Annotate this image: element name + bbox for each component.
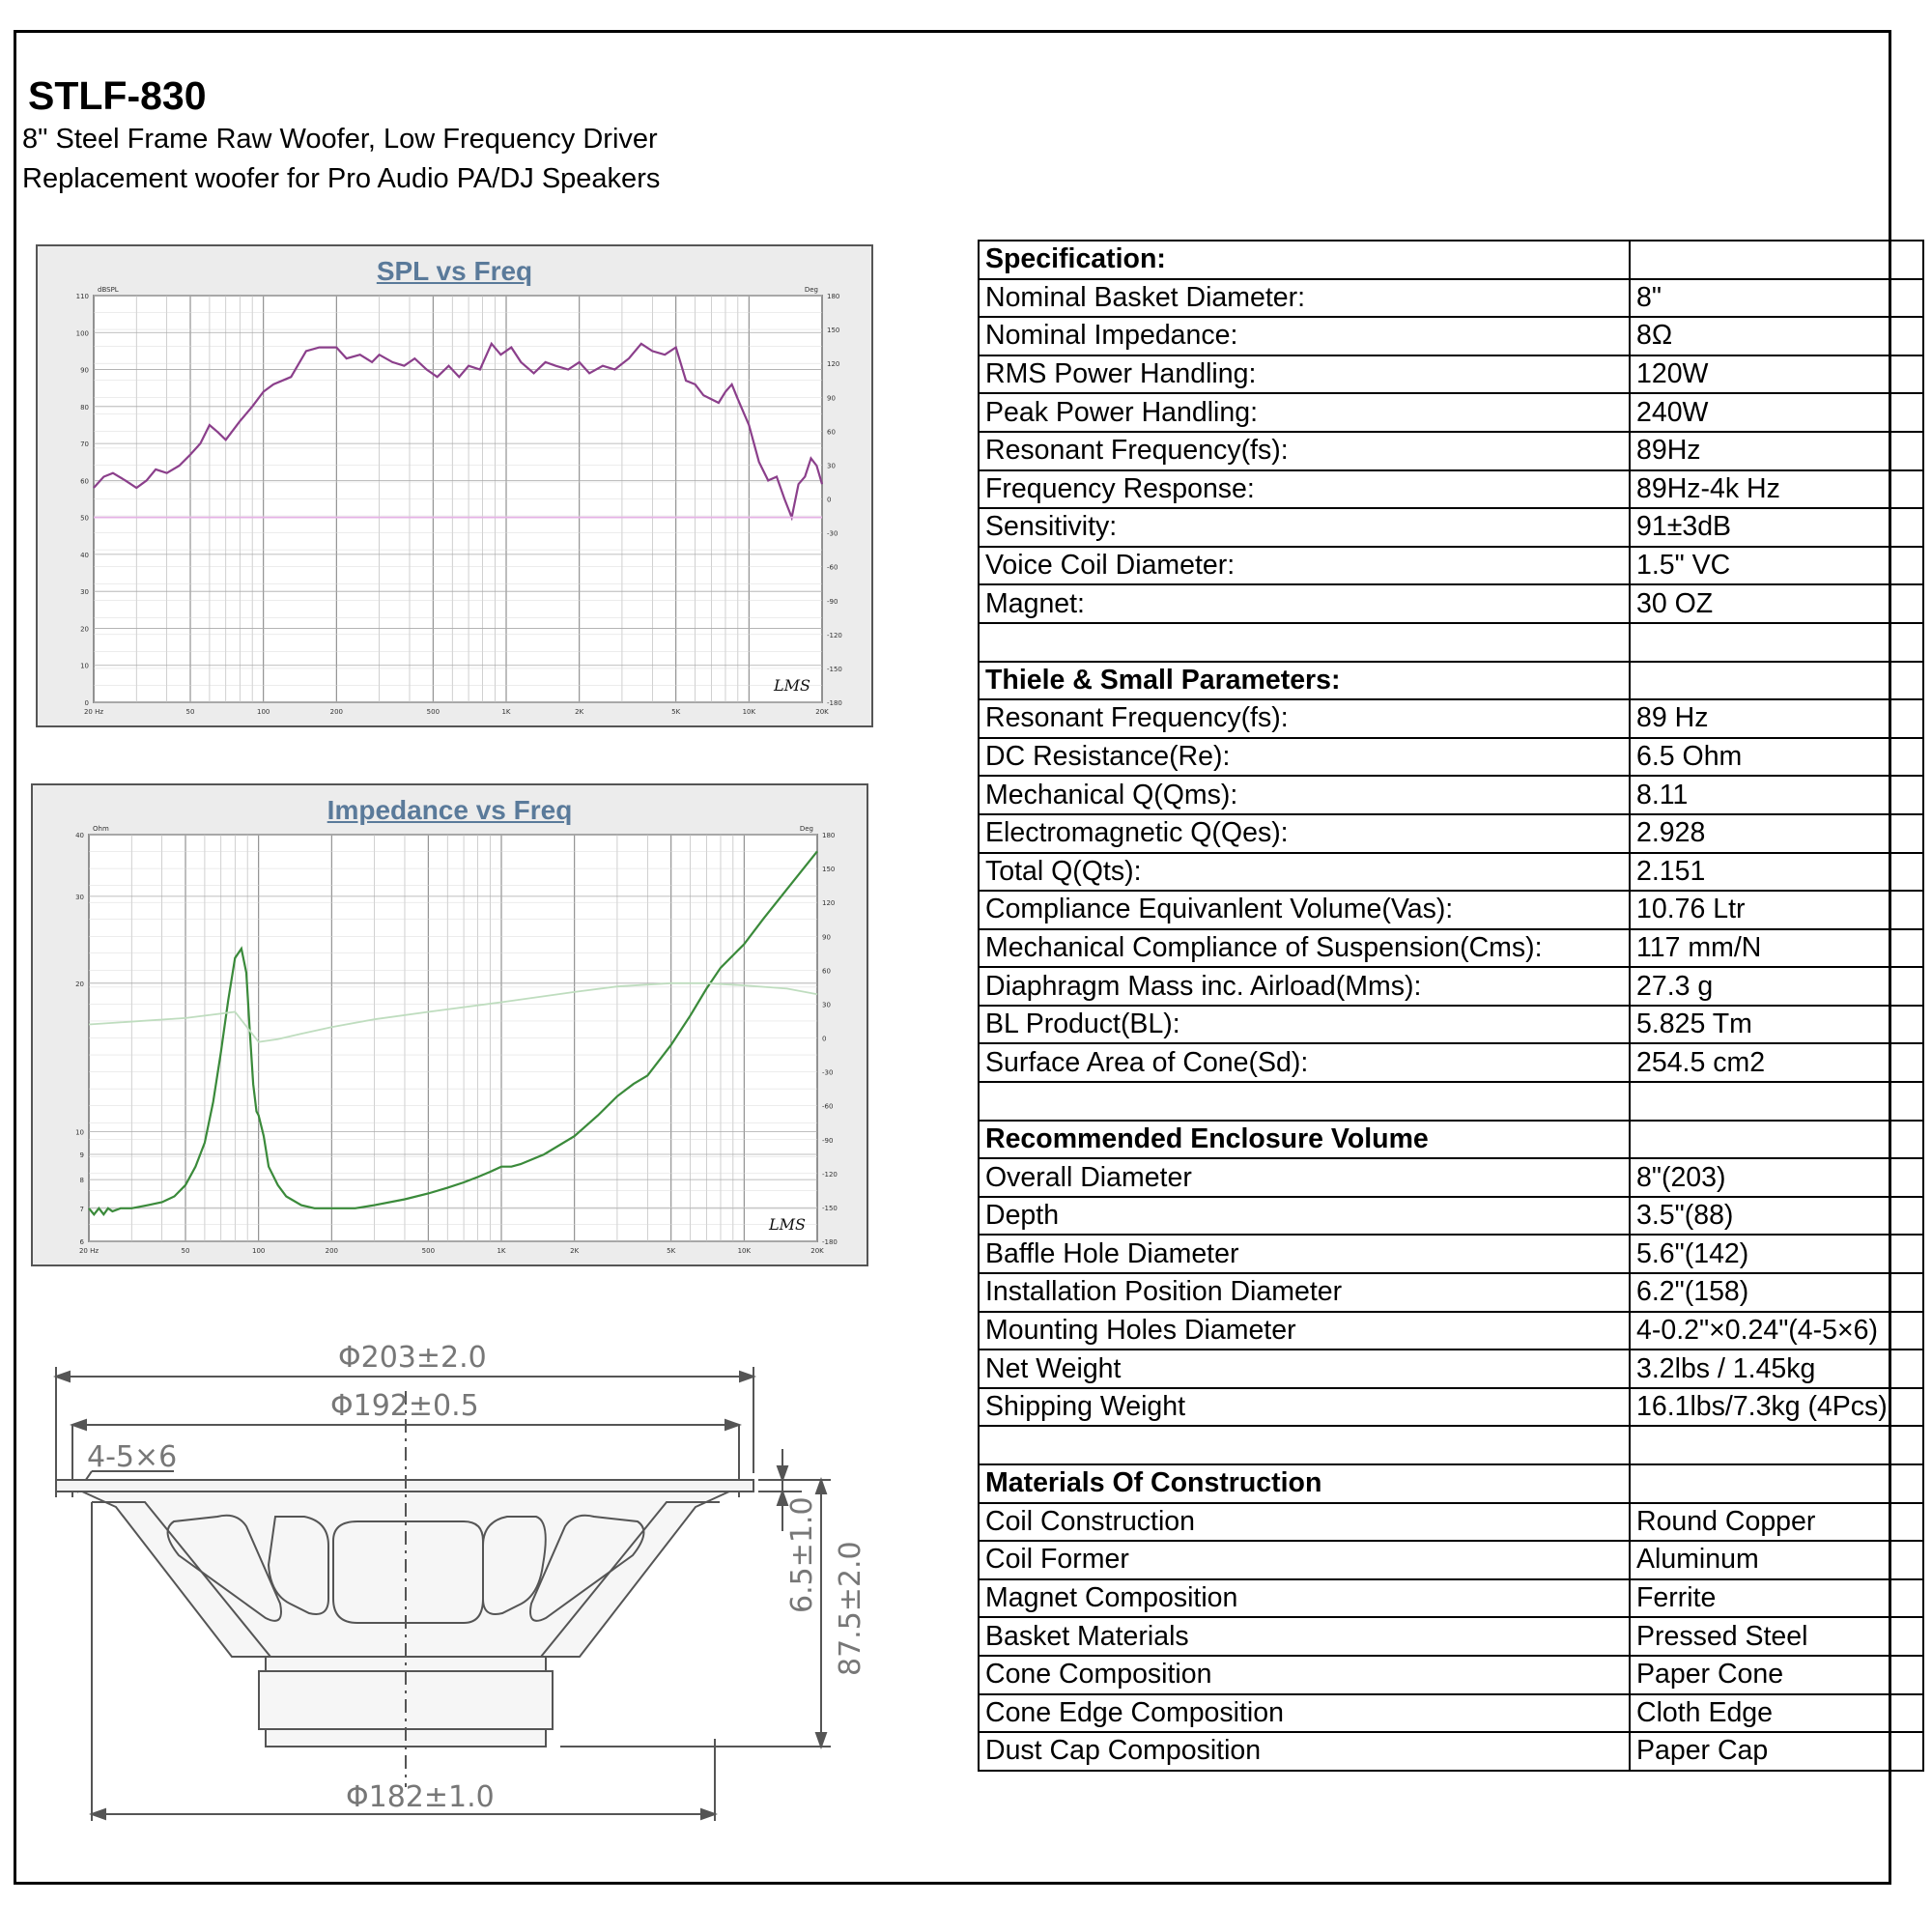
spec-value [1630, 1082, 1923, 1121]
spec-value: 5.825 Tm [1630, 1006, 1923, 1044]
spec-label: Magnet: [979, 584, 1630, 623]
spec-row [979, 1426, 1923, 1464]
spec-label: Installation Position Diameter [979, 1273, 1630, 1312]
spec-label: Resonant Frequency(fs): [979, 699, 1630, 738]
spec-label: Sensitivity: [979, 508, 1630, 547]
y-tick-label: 110 [75, 293, 89, 300]
spec-value: 16.1lbs/7.3kg (4Pcs) [1630, 1388, 1923, 1427]
y-right-tick-label: 180 [822, 832, 836, 839]
spec-row [979, 432, 1923, 470]
x-tick-label: 20K [815, 708, 829, 716]
x-tick-label: 20 Hz [78, 1247, 99, 1255]
outer-diameter-label: Φ203±2.0 [338, 1341, 487, 1375]
spec-label: Diaphragm Mass inc. Airload(Mms): [979, 967, 1630, 1006]
spec-label: Voice Coil Diameter: [979, 547, 1630, 585]
spec-value: 89Hz-4k Hz [1630, 470, 1923, 509]
y-tick-label: 60 [80, 477, 89, 486]
spec-label: Electromagnetic Q(Qes): [979, 814, 1630, 853]
spec-label: Mounting Holes Diameter [979, 1312, 1630, 1350]
spl-chart-panel [36, 244, 873, 727]
spec-value: 8.11 [1630, 776, 1923, 814]
y-right-tick-label: -60 [822, 1102, 834, 1111]
spec-label: Surface Area of Cone(Sd): [979, 1043, 1630, 1082]
spec-label: Magnet Composition [979, 1579, 1630, 1618]
y-tick-label: 40 [75, 832, 84, 839]
y-tick-label: 90 [80, 366, 89, 375]
spec-value: 89 Hz [1630, 699, 1923, 738]
spec-label: Coil Construction [979, 1503, 1630, 1542]
spec-label: Baffle Hole Diameter [979, 1235, 1630, 1273]
y-right-tick-label: -30 [827, 529, 838, 538]
spec-label: RMS Power Handling: [979, 355, 1630, 394]
spec-value: Cloth Edge [1630, 1694, 1923, 1733]
spec-label: BL Product(BL): [979, 1006, 1630, 1044]
spec-label: Nominal Impedance: [979, 317, 1630, 355]
spec-value: 120W [1630, 355, 1923, 394]
spec-value [1630, 1426, 1923, 1464]
spec-label: DC Resistance(Re): [979, 738, 1630, 777]
product-title: STLF-830 [28, 73, 207, 118]
spec-value: 89Hz [1630, 432, 1923, 470]
spec-label: Nominal Basket Diameter: [979, 279, 1630, 318]
spec-value: 6.2"(158) [1630, 1273, 1923, 1312]
spec-value: 2.928 [1630, 814, 1923, 853]
spec-label [979, 623, 1630, 662]
spec-row [979, 1541, 1923, 1579]
x-tick-label: 50 [181, 1247, 190, 1255]
y-right-tick-label: 60 [822, 967, 831, 976]
y-tick-label: 50 [80, 514, 89, 523]
x-tick-label: 500 [426, 708, 440, 716]
spec-row [979, 1273, 1923, 1312]
x-tick-label: 200 [329, 708, 344, 716]
y-right-tick-label: 150 [822, 866, 836, 874]
x-tick-label: 20K [810, 1247, 824, 1255]
y-right-tick-label: -90 [822, 1136, 834, 1145]
spec-row [979, 317, 1923, 355]
y-tick-label: 9 [79, 1151, 84, 1160]
y-tick-label: 20 [80, 625, 89, 634]
spec-label: Basket Materials [979, 1617, 1630, 1656]
spec-row [979, 1694, 1923, 1733]
product-subtitle-2: Replacement woofer for Pro Audio PA/DJ Speakers [22, 163, 661, 194]
y-tick-label: 10 [80, 662, 89, 670]
y-right-axis-label: Deg [804, 286, 818, 294]
y-right-tick-label: 0 [822, 1035, 827, 1043]
inner-diameter-label: Φ192±0.5 [330, 1389, 479, 1423]
spec-value [1630, 623, 1923, 662]
spec-value: 8" [1630, 279, 1923, 318]
lms-watermark: LMS [769, 1215, 806, 1234]
y-right-tick-label: -30 [822, 1068, 834, 1077]
spec-value: 10.76 Ltr [1630, 891, 1923, 929]
y-tick-label: 10 [75, 1128, 84, 1137]
spec-row [979, 1006, 1923, 1044]
spec-value: 91±3dB [1630, 508, 1923, 547]
x-tick-label: 2K [570, 1247, 580, 1255]
spec-label: Compliance Equivanlent Volume(Vas): [979, 891, 1630, 929]
spec-label: Dust Cap Composition [979, 1732, 1630, 1771]
spec-value: 6.5 Ohm [1630, 738, 1923, 777]
spec-label: Mechanical Compliance of Suspension(Cms): [979, 929, 1630, 968]
spec-row [979, 738, 1923, 777]
spec-row [979, 1388, 1923, 1427]
spec-row [979, 1656, 1923, 1694]
y-right-tick-label: -180 [822, 1238, 838, 1246]
x-tick-label: 5K [671, 708, 681, 716]
spec-row [979, 547, 1923, 585]
x-tick-label: 500 [421, 1247, 436, 1255]
spec-value: 240W [1630, 393, 1923, 432]
speaker-dimension-drawing [39, 1323, 869, 1845]
spec-value [1630, 662, 1923, 700]
spec-label: Total Q(Qts): [979, 853, 1630, 892]
lms-watermark: LMS [774, 676, 810, 695]
spec-value: 30 OZ [1630, 584, 1923, 623]
y-tick-label: 70 [80, 440, 89, 449]
y-right-tick-label: -60 [827, 563, 838, 572]
spec-row [979, 1732, 1923, 1771]
spec-label: Shipping Weight [979, 1388, 1630, 1427]
x-tick-label: 2K [575, 708, 584, 716]
y-right-tick-label: 30 [827, 462, 836, 470]
spec-value: 5.6"(142) [1630, 1235, 1923, 1273]
spec-label: Thiele & Small Parameters: [979, 662, 1630, 700]
spec-section-header [979, 1121, 1923, 1159]
spec-row [979, 891, 1923, 929]
x-tick-label: 10K [737, 1247, 752, 1255]
spec-value: Aluminum [1630, 1541, 1923, 1579]
spec-value: Round Copper [1630, 1503, 1923, 1542]
x-tick-label: 100 [256, 708, 270, 716]
spec-label [979, 1426, 1630, 1464]
specification-table [978, 240, 1924, 1772]
x-tick-label: 50 [185, 708, 195, 716]
spec-value: 3.5"(88) [1630, 1197, 1923, 1236]
spec-row [979, 1235, 1923, 1273]
y-right-tick-label: -120 [822, 1170, 838, 1179]
y-tick-label: 20 [75, 980, 84, 988]
x-tick-label: 5K [667, 1247, 676, 1255]
impedance-chart [33, 785, 870, 1268]
spec-value: 117 mm/N [1630, 929, 1923, 968]
y-right-tick-label: 90 [827, 394, 836, 403]
spec-row [979, 355, 1923, 394]
spec-label: Specification: [979, 241, 1630, 279]
y-right-tick-label: 120 [822, 899, 836, 908]
spec-label: Net Weight [979, 1350, 1630, 1388]
spec-value: 27.3 g [1630, 967, 1923, 1006]
spec-row [979, 1312, 1923, 1350]
spec-row [979, 699, 1923, 738]
spec-row [979, 853, 1923, 892]
flange-height-label: 6.5±1.0 [785, 1496, 819, 1613]
y-tick-label: 30 [80, 588, 89, 597]
spec-section-header [979, 1464, 1923, 1503]
y-right-tick-label: 150 [827, 327, 840, 335]
spec-value [1630, 241, 1923, 279]
spec-row [979, 508, 1923, 547]
magnet-diameter-label: Φ182±1.0 [346, 1780, 495, 1814]
y-right-tick-label: -120 [827, 631, 842, 639]
x-tick-label: 10K [742, 708, 756, 716]
spec-value: 4-0.2"×0.24"(4-5×6) [1630, 1312, 1923, 1350]
spec-row [979, 470, 1923, 509]
spec-row [979, 929, 1923, 968]
y-tick-label: 6 [79, 1238, 84, 1246]
spec-label: Depth [979, 1197, 1630, 1236]
y-right-tick-label: 30 [822, 1001, 831, 1009]
spec-value: 1.5" VC [1630, 547, 1923, 585]
total-depth-label: 87.5±2.0 [834, 1541, 867, 1676]
spec-value [1630, 1464, 1923, 1503]
spec-value: 8Ω [1630, 317, 1923, 355]
spec-row [979, 1158, 1923, 1197]
spec-value: 8"(203) [1630, 1158, 1923, 1197]
spec-label: Recommended Enclosure Volume [979, 1121, 1630, 1159]
spec-label: Overall Diameter [979, 1158, 1630, 1197]
y-tick-label: 100 [75, 329, 89, 338]
spec-label: Materials Of Construction [979, 1464, 1630, 1503]
x-tick-label: 100 [251, 1247, 266, 1255]
spec-label: Cone Edge Composition [979, 1694, 1630, 1733]
y-right-axis-label: Deg [799, 825, 813, 833]
spec-row [979, 1082, 1923, 1121]
y-right-tick-label: 180 [827, 293, 840, 300]
y-right-tick-label: 60 [827, 428, 836, 437]
y-axis-label: Ohm [93, 825, 109, 833]
spec-row [979, 1043, 1923, 1082]
spec-label: Cone Composition [979, 1656, 1630, 1694]
y-right-tick-label: -180 [827, 699, 842, 707]
impedance-chart-panel [31, 783, 868, 1266]
y-tick-label: 7 [79, 1205, 84, 1213]
spec-section-header [979, 241, 1923, 279]
y-tick-label: 0 [84, 699, 89, 707]
y-right-tick-label: 0 [827, 496, 832, 504]
y-tick-label: 8 [79, 1177, 84, 1185]
holes-label: 4-5×6 [87, 1440, 178, 1474]
y-right-tick-label: -150 [827, 665, 842, 673]
y-right-tick-label: -150 [822, 1204, 838, 1212]
spec-value: Ferrite [1630, 1579, 1923, 1618]
spec-row [979, 967, 1923, 1006]
spec-row [979, 1503, 1923, 1542]
spl-chart [38, 246, 875, 729]
y-right-tick-label: 90 [822, 933, 831, 942]
spec-label: Coil Former [979, 1541, 1630, 1579]
spec-row [979, 393, 1923, 432]
y-axis-label: dBSPL [98, 286, 119, 294]
spec-value [1630, 1121, 1923, 1159]
x-tick-label: 1K [501, 708, 511, 716]
spec-value: Paper Cap [1630, 1732, 1923, 1771]
spec-section-header [979, 662, 1923, 700]
spec-value: Pressed Steel [1630, 1617, 1923, 1656]
spec-row [979, 776, 1923, 814]
product-subtitle-1: 8" Steel Frame Raw Woofer, Low Frequency Driver [22, 124, 658, 155]
x-tick-label: 20 Hz [83, 708, 104, 716]
spl-chart-title: SPL vs Freq [376, 256, 533, 286]
spec-row [979, 584, 1923, 623]
y-tick-label: 40 [80, 551, 89, 559]
spec-label: Frequency Response: [979, 470, 1630, 509]
spec-label: Mechanical Q(Qms): [979, 776, 1630, 814]
spec-value: 2.151 [1630, 853, 1923, 892]
spec-row [979, 1617, 1923, 1656]
drawing-lines [56, 1367, 831, 1821]
spec-row [979, 279, 1923, 318]
spec-value: 3.2lbs / 1.45kg [1630, 1350, 1923, 1388]
spec-row [979, 1579, 1923, 1618]
y-right-tick-label: 120 [827, 360, 840, 369]
spec-label: Resonant Frequency(fs): [979, 432, 1630, 470]
x-tick-label: 200 [325, 1247, 339, 1255]
x-tick-label: 1K [497, 1247, 506, 1255]
spec-label: Peak Power Handling: [979, 393, 1630, 432]
y-tick-label: 30 [75, 893, 84, 901]
spec-row [979, 1350, 1923, 1388]
y-tick-label: 80 [80, 403, 89, 412]
impedance-chart-title: Impedance vs Freq [327, 795, 573, 825]
spec-row [979, 623, 1923, 662]
spec-value: 254.5 cm2 [1630, 1043, 1923, 1082]
y-right-tick-label: -90 [827, 597, 838, 606]
spec-row [979, 814, 1923, 853]
spec-value: Paper Cone [1630, 1656, 1923, 1694]
spec-label [979, 1082, 1630, 1121]
spec-row [979, 1197, 1923, 1236]
